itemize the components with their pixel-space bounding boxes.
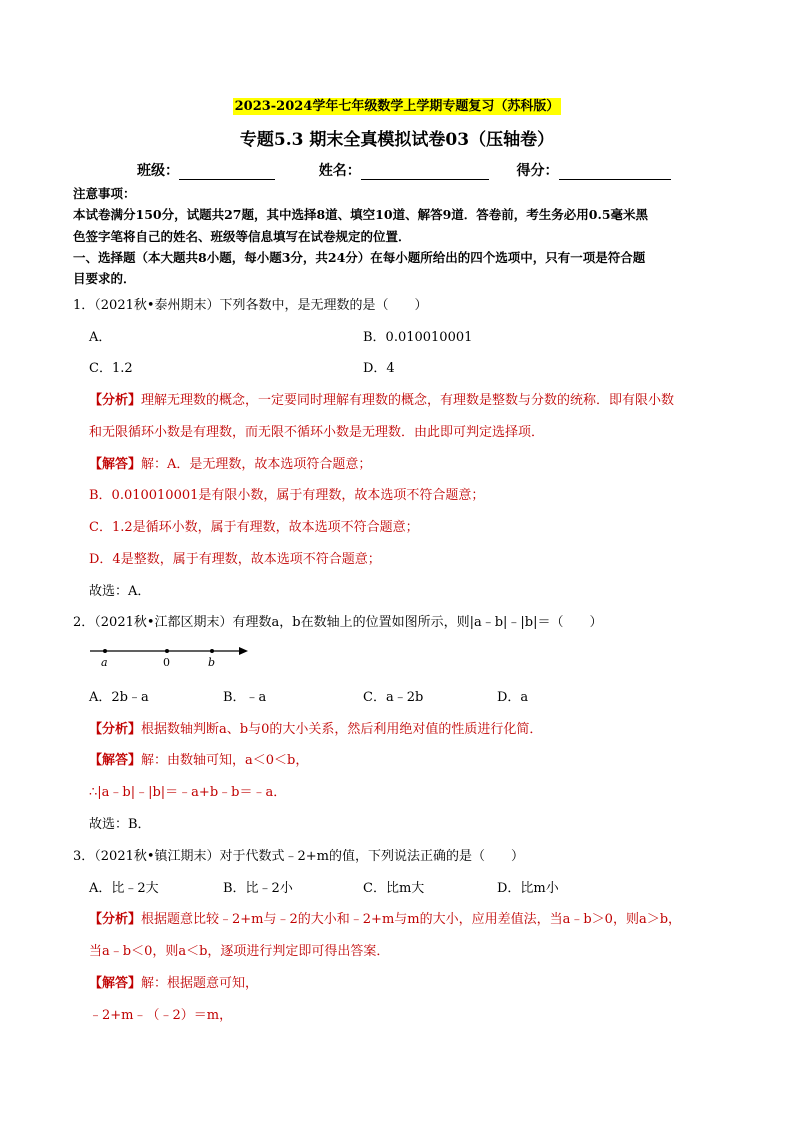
q3-answer-line-2: ﹣2+m﹣（﹣2）＝m， [89, 1008, 233, 1023]
point-a-dot [103, 649, 107, 653]
q2-option-c[interactable]: C．a﹣2b [363, 690, 424, 705]
answer-tag: 【解答】 [89, 753, 142, 768]
q1-analysis-line-2: 和无限循环小数是有理数，而无限不循环小数是无理数．由此即可判定选择项． [89, 425, 545, 440]
q1-choice: 故选：A． [89, 584, 151, 599]
q3-answer-line-1: 【解答】解：根据题意可知， [89, 976, 259, 991]
analysis-tag: 【分析】 [89, 912, 142, 927]
score-label: 得分： [516, 163, 559, 179]
series-title: 2023-2024学年七年级数学上学期专题复习（苏科版） [234, 99, 560, 114]
point-zero-dot [165, 649, 169, 653]
q1-option-d[interactable]: D．4 [363, 361, 395, 376]
score-input-line[interactable] [559, 165, 671, 180]
q1-answer-line-2: B．0.010010001是有限小数，属于有理数，故本选项不符合题意； [89, 488, 485, 503]
q2-choice: 故选：B． [89, 817, 151, 832]
q3-analysis-line-1: 【分析】根据题意比较﹣2+m与﹣2的大小和﹣2+m与m的大小，应用差值法，当a﹣b＞0，则a＞b， [89, 912, 682, 927]
q2-analysis-line-1: 【分析】根据数轴判断a、b与0的大小关系，然后利用绝对值的性质进行化简． [89, 722, 543, 737]
q1-stem: 1．（2021秋•泰州期末）下列各数中，是无理数的是（ ） [73, 298, 428, 313]
number-line-arrow [239, 647, 248, 655]
q3-analysis-line-2: 当a﹣b＜0，则a＜b，逐项进行判定即可得出答案． [89, 944, 390, 959]
answer-tag: 【解答】 [89, 457, 142, 472]
q1-option-a[interactable]: A． [89, 330, 112, 345]
name-input-line[interactable] [361, 165, 489, 180]
q1-option-b[interactable]: B．0.010010001 [363, 330, 473, 345]
q3-option-b[interactable]: B．比﹣2小 [223, 881, 293, 896]
q1-answer-line-1: 【解答】解：A．是无理数，故本选项符合题意； [89, 457, 372, 472]
notice-line-1: 本试卷满分150分，试题共27题，其中选择8道、填空10道、解答9道．答卷前，考生务必用0.5毫米黑 [73, 207, 649, 222]
notice-heading: 注意事项： [73, 186, 136, 201]
class-label: 班级： [137, 163, 179, 179]
analysis-tag: 【分析】 [89, 393, 142, 408]
q3-stem: 3．（2021秋•镇江期末）对于代数式﹣2+m的值，下列说法正确的是（ ） [73, 849, 525, 864]
axis-label-b: b [208, 656, 216, 669]
q2-option-d[interactable]: D．a [497, 690, 529, 705]
answer-tag: 【解答】 [89, 976, 142, 991]
section-heading-2: 目要求的． [73, 271, 136, 286]
axis-label-a: a [101, 656, 108, 669]
point-b-dot [210, 649, 214, 653]
q2-stem: 2．（2021秋•江都区期末）有理数a，b在数轴上的位置如图所示，则|a﹣b|﹣|b|＝（ ） [73, 615, 603, 630]
q3-option-a[interactable]: A．比﹣2大 [89, 881, 159, 896]
q1-answer-line-3: C．1.2是循环小数，属于有理数，故本选项不符合题意； [89, 520, 419, 535]
q3-option-c[interactable]: C．比m大 [363, 881, 425, 896]
notice-line-2: 色签字笔将自己的姓名、班级等信息填写在试卷规定的位置． [73, 229, 411, 244]
name-label: 姓名： [318, 163, 361, 179]
q2-option-a[interactable]: A．2b﹣a [89, 690, 149, 705]
page-title: 专题5.3 期末全真模拟试卷03（压轴卷） [239, 130, 555, 150]
axis-label-zero: 0 [163, 656, 170, 669]
q2-option-b[interactable]: B．﹣a [223, 690, 267, 705]
q2-answer-line-1: 【解答】解：由数轴可知，a＜0＜b， [89, 753, 309, 768]
q1-option-c[interactable]: C．1.2 [89, 361, 133, 376]
analysis-tag: 【分析】 [89, 722, 142, 737]
q1-analysis-line-1: 【分析】理解无理数的概念，一定要同时理解有理数的概念，有理数是整数与分数的统称．即有限小数 [89, 393, 675, 408]
number-line-figure [88, 640, 258, 670]
student-info-fields [137, 160, 671, 180]
q2-answer-line-2: ∴|a﹣b|﹣|b|＝﹣a+b﹣b＝﹣a． [89, 785, 287, 800]
section-heading-1: 一、选择题（本大题共8小题，每小题3分，共24分）在每小题所给出的四个选项中，只有一项是符合题 [73, 250, 646, 265]
class-input-line[interactable] [179, 165, 275, 180]
q1-answer-line-4: D．4是整数，属于有理数，故本选项不符合题意； [89, 552, 381, 567]
q3-option-d[interactable]: D．比m小 [497, 881, 559, 896]
